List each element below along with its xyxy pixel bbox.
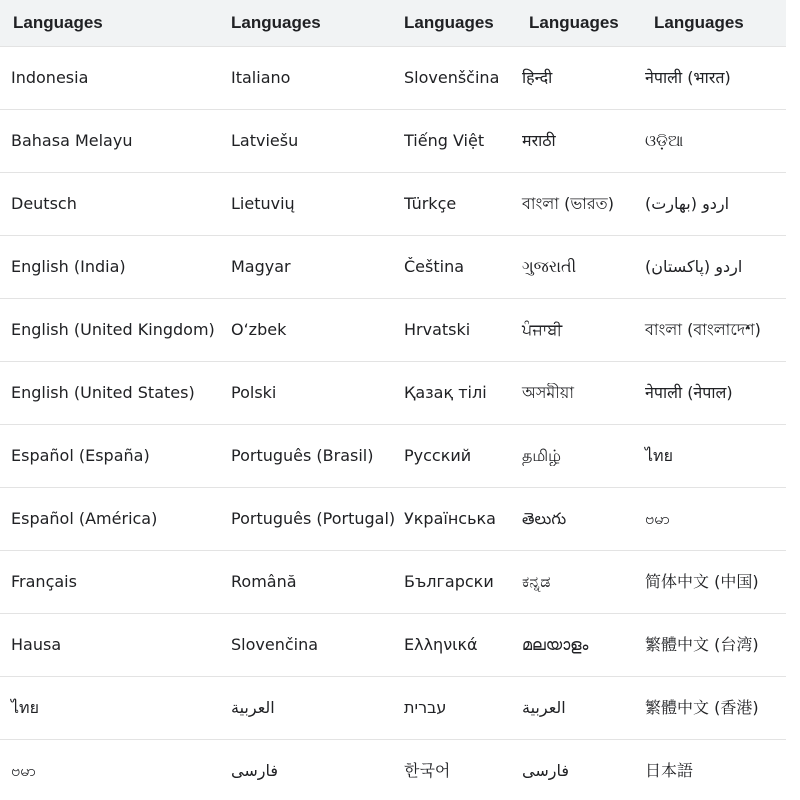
language-cell[interactable]	[643, 635, 786, 654]
language-cell[interactable]	[643, 572, 786, 591]
language-label: தமிழ்	[522, 446, 562, 466]
language-cell[interactable]	[517, 320, 643, 339]
language-cell[interactable]	[643, 257, 786, 276]
language-cell[interactable]	[517, 698, 643, 717]
language-cell[interactable]	[218, 68, 404, 87]
language-label: Română	[231, 572, 297, 592]
language-cell[interactable]	[517, 446, 643, 465]
language-label: 한국어	[404, 761, 451, 781]
column-header: Languages	[654, 13, 744, 32]
language-label: Slovenščina	[404, 68, 500, 88]
language-cell[interactable]	[218, 194, 404, 213]
table-row	[0, 47, 786, 110]
language-label: ਪੰਜਾਬੀ	[522, 320, 563, 340]
language-label: Português (Portugal)	[231, 509, 396, 529]
column-header: Languages	[231, 13, 321, 32]
language-cell[interactable]	[404, 635, 517, 654]
language-cell[interactable]	[643, 320, 786, 339]
language-cell[interactable]	[643, 761, 786, 780]
language-cell[interactable]	[643, 446, 786, 465]
language-label: English (India)	[11, 257, 126, 277]
language-label: Español (España)	[11, 446, 150, 466]
language-label: ဗမာ	[645, 509, 670, 529]
language-cell[interactable]	[0, 572, 218, 591]
language-cell[interactable]	[0, 761, 218, 780]
table-row	[0, 173, 786, 236]
language-cell[interactable]	[218, 761, 404, 780]
language-label: Türkçe	[404, 194, 457, 214]
table-row	[0, 551, 786, 614]
language-label: Қазақ тілі	[404, 383, 487, 403]
language-label: Hrvatski	[404, 320, 471, 340]
language-label: Deutsch	[11, 194, 77, 214]
table-row	[0, 488, 786, 551]
language-cell[interactable]	[404, 698, 517, 717]
language-cell[interactable]	[0, 635, 218, 654]
language-label: ગુજરાતી	[522, 257, 577, 277]
language-cell[interactable]	[643, 698, 786, 717]
table-row	[0, 425, 786, 488]
language-cell[interactable]	[218, 257, 404, 276]
language-label: العربية	[231, 698, 275, 718]
table-row	[0, 614, 786, 677]
language-label: Italiano	[231, 68, 291, 88]
language-cell[interactable]	[0, 698, 218, 717]
language-label: বাংলা (বাংলাদেশ)	[645, 320, 761, 340]
language-label: Español (América)	[11, 509, 158, 529]
language-cell[interactable]	[404, 509, 517, 528]
language-cell[interactable]	[643, 509, 786, 528]
language-label: Čeština	[404, 257, 465, 277]
language-label: ဗမာ	[11, 761, 36, 781]
table-row	[0, 740, 786, 800]
language-cell[interactable]	[404, 761, 517, 780]
language-label: اردو (بھارت)	[645, 194, 730, 214]
language-cell[interactable]	[517, 68, 643, 87]
language-label: O‘zbek	[231, 320, 287, 340]
language-label: Bahasa Melayu	[11, 131, 133, 151]
language-cell[interactable]	[517, 572, 643, 591]
language-cell[interactable]	[404, 257, 517, 276]
language-label: Polski	[231, 383, 277, 403]
language-label: 日本語	[645, 761, 694, 781]
language-cell[interactable]	[643, 131, 786, 150]
language-cell[interactable]	[0, 320, 218, 339]
language-cell[interactable]	[517, 194, 643, 213]
language-label: Български	[404, 572, 494, 592]
table-header	[0, 0, 786, 47]
language-cell[interactable]	[0, 446, 218, 465]
language-cell[interactable]	[404, 320, 517, 339]
language-cell[interactable]	[218, 509, 404, 528]
language-label: English (United States)	[11, 383, 195, 403]
language-label: Українська	[404, 509, 496, 529]
language-label: עברית	[404, 698, 447, 718]
language-label: Tiếng Việt	[404, 131, 485, 151]
table-row	[0, 362, 786, 425]
language-label: ไทย	[645, 446, 673, 466]
table-row	[0, 110, 786, 173]
table-row	[0, 236, 786, 299]
language-label: తెలుగు	[522, 509, 567, 529]
language-label: Русский	[404, 446, 472, 466]
language-cell[interactable]	[517, 257, 643, 276]
language-cell[interactable]	[517, 761, 643, 780]
language-cell[interactable]	[404, 383, 517, 402]
language-cell[interactable]	[218, 572, 404, 591]
language-label: Français	[11, 572, 77, 592]
language-cell[interactable]	[404, 446, 517, 465]
table-row	[0, 299, 786, 362]
language-label: Magyar	[231, 257, 291, 277]
language-cell[interactable]	[517, 131, 643, 150]
language-label: ಕನ್ನಡ	[522, 572, 551, 592]
language-label: Indonesia	[11, 68, 89, 88]
language-cell[interactable]	[0, 194, 218, 213]
language-label: Ελληνικά	[404, 635, 478, 655]
language-cell[interactable]	[404, 572, 517, 591]
language-label: Português (Brasil)	[231, 446, 374, 466]
language-label: 繁體中文 (台湾)	[645, 635, 759, 655]
language-cell[interactable]	[0, 509, 218, 528]
language-cell[interactable]	[218, 383, 404, 402]
language-label: العربية	[522, 698, 566, 718]
language-cell[interactable]	[0, 131, 218, 150]
language-cell[interactable]	[643, 194, 786, 213]
column-header: Languages	[529, 13, 619, 32]
language-cell[interactable]	[643, 68, 786, 87]
table-body	[0, 47, 786, 800]
language-label: Hausa	[11, 635, 62, 655]
language-label: ไทย	[11, 698, 39, 718]
language-label: অসমীয়া	[522, 383, 574, 403]
language-label: Lietuvių	[231, 194, 295, 214]
language-cell[interactable]	[0, 383, 218, 402]
language-label: اردو (پاکستان)	[645, 257, 743, 277]
table-row	[0, 677, 786, 740]
language-label: English (United Kingdom)	[11, 320, 215, 340]
language-label: 简体中文 (中国)	[645, 572, 759, 592]
language-label: ଓଡ଼ିଆ	[645, 131, 684, 151]
language-cell[interactable]	[218, 446, 404, 465]
language-cell[interactable]	[218, 635, 404, 654]
language-label: മലയാളം	[522, 635, 589, 655]
language-label: فارسی	[522, 761, 569, 781]
language-cell[interactable]	[218, 131, 404, 150]
language-label: हिन्दी	[522, 68, 553, 88]
language-cell[interactable]	[517, 509, 643, 528]
language-cell[interactable]	[0, 257, 218, 276]
language-cell[interactable]	[0, 68, 218, 87]
column-header: Languages	[13, 13, 103, 32]
language-label: فارسی	[231, 761, 278, 781]
language-cell[interactable]	[643, 383, 786, 402]
language-cell[interactable]	[517, 383, 643, 402]
language-cell[interactable]	[218, 320, 404, 339]
language-label: मराठी	[522, 131, 556, 151]
language-label: বাংলা (ভারত)	[522, 194, 614, 214]
language-cell[interactable]	[404, 131, 517, 150]
language-label: Latviešu	[231, 131, 299, 151]
language-label: नेपाली (भारत)	[645, 68, 731, 88]
language-cell[interactable]	[517, 635, 643, 654]
language-cell[interactable]	[404, 194, 517, 213]
language-label: नेपाली (नेपाल)	[645, 383, 733, 403]
language-label: 繁體中文 (香港)	[645, 698, 759, 718]
language-cell[interactable]	[218, 698, 404, 717]
column-header: Languages	[404, 13, 494, 32]
language-cell[interactable]	[404, 68, 517, 87]
language-label: Slovenčina	[231, 635, 319, 655]
